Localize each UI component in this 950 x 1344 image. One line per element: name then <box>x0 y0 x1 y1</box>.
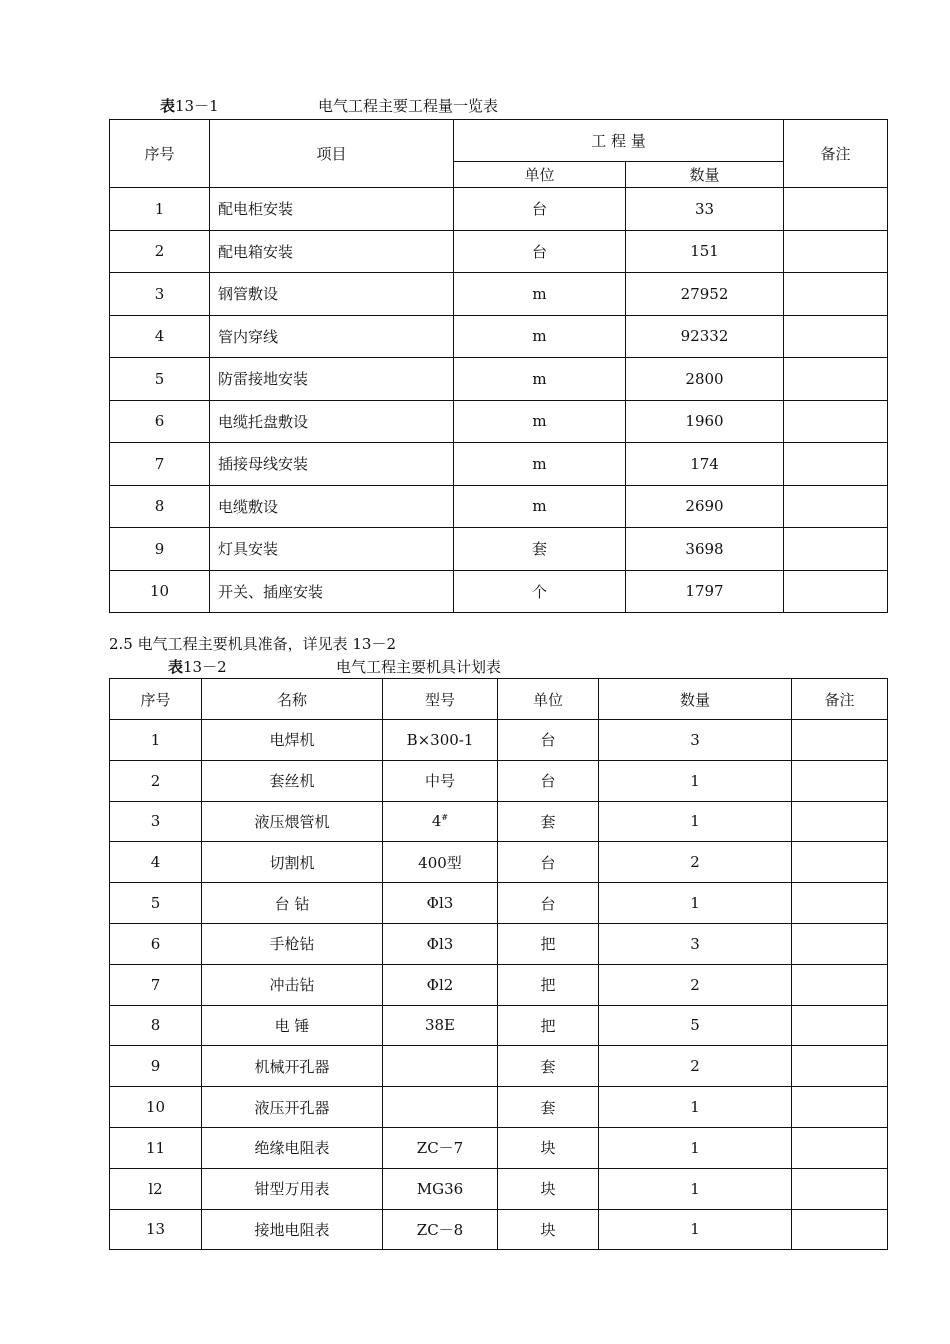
table-cell <box>792 1087 888 1128</box>
table-row <box>110 760 888 801</box>
table-cell: 2 <box>599 1046 792 1087</box>
table-cell: 台 <box>454 188 626 231</box>
model-text: Φl3 <box>426 894 454 913</box>
table-row <box>110 923 888 964</box>
table-cell <box>792 1168 888 1209</box>
table-row <box>110 720 888 761</box>
table-cell: l2 <box>110 1168 202 1209</box>
table-cell: 冲击钻 <box>202 964 383 1005</box>
table1-header-remark: 备注 <box>784 120 888 188</box>
table-row <box>110 1087 888 1128</box>
table1-header-item: 项目 <box>210 120 454 188</box>
table-row <box>110 1127 888 1168</box>
table-cell: 33 <box>626 188 784 231</box>
table2-caption-label: 表 <box>168 658 184 676</box>
table-cell: 2800 <box>626 358 784 401</box>
table-cell-model <box>383 923 498 964</box>
table-cell: 钳型万用表 <box>202 1168 383 1209</box>
table-cell: 插接母线安装 <box>210 443 454 486</box>
table-cell: m <box>454 358 626 401</box>
table-cell: m <box>454 315 626 358</box>
table-cell: 绝缘电阻表 <box>202 1127 383 1168</box>
table-cell: 2690 <box>626 485 784 528</box>
table-cell: 电缆托盘敷设 <box>210 400 454 443</box>
table-cell: 套丝机 <box>202 760 383 801</box>
table-cell: 3698 <box>626 528 784 571</box>
model-text: ZC－8 <box>416 1220 464 1239</box>
table-cell: 27952 <box>626 273 784 316</box>
model-text: 中号 <box>424 772 455 791</box>
table-cell: 灯具安装 <box>210 528 454 571</box>
table-cell: 1 <box>599 1209 792 1250</box>
table-row <box>110 1005 888 1046</box>
table-row <box>110 964 888 1005</box>
table-cell: 5 <box>110 358 210 401</box>
table-cell: 1960 <box>626 400 784 443</box>
table-row <box>110 315 888 358</box>
table-cell: 11 <box>110 1127 202 1168</box>
table-cell: 92332 <box>626 315 784 358</box>
table-row <box>110 400 888 443</box>
table-cell-model <box>383 1127 498 1168</box>
table-cell: 套 <box>498 801 599 842</box>
table-row <box>110 188 888 231</box>
table-cell: 开关、插座安装 <box>210 570 454 613</box>
table-row <box>110 358 888 401</box>
table-cell <box>784 528 888 571</box>
table-cell: 1 <box>599 760 792 801</box>
table2-header-model: 型号 <box>383 679 498 720</box>
table-cell: m <box>454 400 626 443</box>
table-cell <box>784 485 888 528</box>
table-cell: 3 <box>110 273 210 316</box>
table-cell <box>792 964 888 1005</box>
table-cell <box>784 400 888 443</box>
table-cell: 电焊机 <box>202 720 383 761</box>
table1-header-index: 序号 <box>110 120 210 188</box>
table-cell: 2 <box>110 760 202 801</box>
model-text: 38E <box>424 1016 456 1035</box>
table2-caption-number: 13－2 <box>183 658 227 676</box>
table-cell: 钢管敷设 <box>210 273 454 316</box>
table-cell: 接地电阻表 <box>202 1209 383 1250</box>
table-cell-model <box>383 1168 498 1209</box>
table-cell <box>784 358 888 401</box>
table-cell <box>784 443 888 486</box>
table-cell: 6 <box>110 923 202 964</box>
table-cell-model <box>383 760 498 801</box>
table-cell: 8 <box>110 485 210 528</box>
table-cell: 套 <box>454 528 626 571</box>
table-cell: 把 <box>498 1005 599 1046</box>
table-cell: 5 <box>599 1005 792 1046</box>
table-cell: 151 <box>626 230 784 273</box>
table2-header-remark: 备注 <box>792 679 888 720</box>
table-cell: 3 <box>599 923 792 964</box>
table-cell: 174 <box>626 443 784 486</box>
model-text: B×300-1 <box>406 730 474 749</box>
table1-caption-number: 13－1 <box>175 97 219 115</box>
table-cell <box>792 923 888 964</box>
table2-header-name: 名称 <box>202 679 383 720</box>
table-cell: 电缆敷设 <box>210 485 454 528</box>
table-cell: 2 <box>599 964 792 1005</box>
table-cell: 7 <box>110 964 202 1005</box>
table-cell <box>792 1005 888 1046</box>
table-cell: 液压开孔器 <box>202 1087 383 1128</box>
model-text: ZC－7 <box>416 1139 464 1158</box>
table-cell: 台 <box>498 842 599 883</box>
table1-header-count: 数量 <box>626 162 784 188</box>
table2-caption <box>168 656 227 677</box>
table-cell: 个 <box>454 570 626 613</box>
table-row <box>110 485 888 528</box>
model-text: Φl3 <box>426 934 454 953</box>
table-cell: 防雷接地安装 <box>210 358 454 401</box>
table-cell-model <box>383 964 498 1005</box>
table-row <box>110 1046 888 1087</box>
table-cell: 配电箱安装 <box>210 230 454 273</box>
table-cell: 台 <box>498 883 599 924</box>
table-cell <box>784 230 888 273</box>
table-cell <box>784 315 888 358</box>
table-cell: 1 <box>110 720 202 761</box>
table-cell: 1 <box>599 1168 792 1209</box>
table-cell: 1797 <box>626 570 784 613</box>
table-cell <box>792 720 888 761</box>
table-cell <box>792 1127 888 1168</box>
table2 <box>109 678 888 1250</box>
table-cell: 台 钻 <box>202 883 383 924</box>
table-cell: 2 <box>599 842 792 883</box>
table-row <box>110 528 888 571</box>
table-cell: m <box>454 443 626 486</box>
table1-caption <box>160 95 219 116</box>
table-cell: 手枪钻 <box>202 923 383 964</box>
table-cell: 4 <box>110 315 210 358</box>
table1-header-unit: 单位 <box>454 162 626 188</box>
model-text: MG36 <box>416 1179 464 1198</box>
table-cell: 1 <box>599 1087 792 1128</box>
table-cell: 套 <box>498 1046 599 1087</box>
table-cell: 8 <box>110 1005 202 1046</box>
table-cell: 把 <box>498 923 599 964</box>
table-cell: 13 <box>110 1209 202 1250</box>
table-row <box>110 801 888 842</box>
table-cell: 10 <box>110 1087 202 1128</box>
table-row <box>110 883 888 924</box>
table-cell: 6 <box>110 400 210 443</box>
table-cell <box>784 188 888 231</box>
table2-header-unit: 单位 <box>498 679 599 720</box>
table-cell-model <box>383 1005 498 1046</box>
model-text: 400型 <box>418 853 462 872</box>
table-cell: 块 <box>498 1168 599 1209</box>
table-row <box>110 443 888 486</box>
table-cell: 1 <box>599 1127 792 1168</box>
table-cell: 把 <box>498 964 599 1005</box>
model-superscript: # <box>441 813 449 823</box>
table-cell: 切割机 <box>202 842 383 883</box>
table-cell: 配电柜安装 <box>210 188 454 231</box>
table-cell: 1 <box>599 883 792 924</box>
table-cell-model <box>383 1209 498 1250</box>
table-cell <box>784 273 888 316</box>
table-cell: 台 <box>498 760 599 801</box>
table-row <box>110 230 888 273</box>
table-cell <box>792 1046 888 1087</box>
table-cell <box>784 570 888 613</box>
table-cell <box>792 801 888 842</box>
table-row <box>110 842 888 883</box>
table-cell: 1 <box>599 801 792 842</box>
table1-caption-title: 电气工程主要工程量一览表 <box>318 97 499 115</box>
table-cell: 4 <box>110 842 202 883</box>
table-cell: m <box>454 273 626 316</box>
table-cell: 块 <box>498 1209 599 1250</box>
table-row <box>110 1209 888 1250</box>
table-cell: 9 <box>110 528 210 571</box>
model-text: 4 <box>431 812 442 831</box>
table-cell: 电 锤 <box>202 1005 383 1046</box>
table-cell-model <box>383 801 498 842</box>
table-cell-model <box>383 1046 498 1087</box>
table2-caption-title: 电气工程主要机具计划表 <box>336 658 502 676</box>
table-cell: 台 <box>498 720 599 761</box>
table-row <box>110 273 888 316</box>
table2-header-count: 数量 <box>599 679 792 720</box>
table-cell: 管内穿线 <box>210 315 454 358</box>
table-cell-model <box>383 883 498 924</box>
table-cell: 3 <box>599 720 792 761</box>
table-cell: 10 <box>110 570 210 613</box>
table-cell-model <box>383 842 498 883</box>
table1 <box>109 119 888 613</box>
table-cell: 套 <box>498 1087 599 1128</box>
table-cell: m <box>454 485 626 528</box>
table-cell: 机械开孔器 <box>202 1046 383 1087</box>
table-cell <box>792 1209 888 1250</box>
table2-header-index: 序号 <box>110 679 202 720</box>
table-cell: 台 <box>454 230 626 273</box>
table-row <box>110 1168 888 1209</box>
table-row <box>110 570 888 613</box>
table-cell: 液压煨管机 <box>202 801 383 842</box>
table1-header-quantity-group: 工 程 量 <box>454 120 784 162</box>
table-cell: 7 <box>110 443 210 486</box>
table-cell <box>792 883 888 924</box>
table-cell: 5 <box>110 883 202 924</box>
table-cell <box>792 760 888 801</box>
table-cell: 1 <box>110 188 210 231</box>
table-cell <box>792 842 888 883</box>
table-cell: 3 <box>110 801 202 842</box>
table-cell: 9 <box>110 1046 202 1087</box>
model-text: Φl2 <box>426 975 454 994</box>
section-text: 2.5 电气工程主要机具准备，详见表 13－2 <box>109 635 397 653</box>
table-cell: 2 <box>110 230 210 273</box>
table-cell-model <box>383 1087 498 1128</box>
table1-caption-label: 表 <box>160 97 176 115</box>
table-cell: 块 <box>498 1127 599 1168</box>
table-cell-model <box>383 720 498 761</box>
